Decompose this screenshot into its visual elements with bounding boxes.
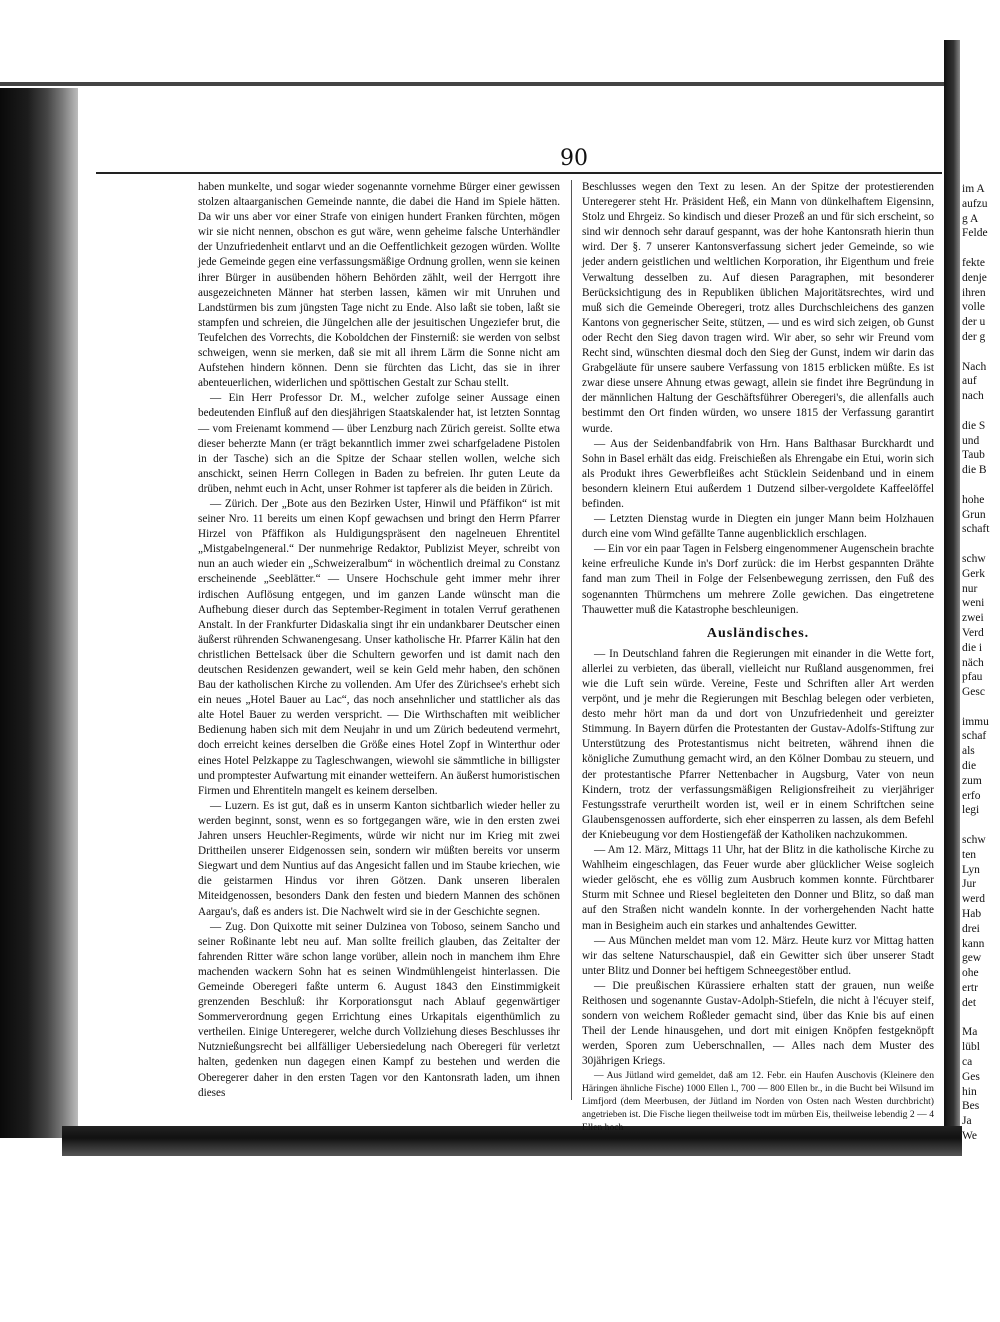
fragment-line: denje: [962, 271, 987, 284]
article-paragraph: — Luzern. Es ist gut, daß es in unserm Kanton sichtbarlich wieder heller zu werden beginnt, sonst, wenn es so fortgegangen wäre, wie in den ersten zwei Jahren unsers Heuchler-Regiments, würde wir nicht nur im Krieg mit zwei Drittheilen unserer Eidgenossen sein, sondern wir müßten bereits vor unserm Siegwart und dem Nuntius auf das Angesicht fallen und im Staube kriechen, wie die geistarmen Hindus vor ihren Götzen. Dank unseren liberalen Miteidgenossen, besonders Dank den festen und biedern Mannen des schönen Aargau's, daß es anders ist. Die Nachwelt wird sie in der Geschichte segnen.: [198, 799, 560, 918]
article-paragraph: — Aus der Seidenbandfabrik von Hrn. Hans Balthasar Burckhardt und Sohn in Basel erhält das eidg. Freischießen als Ehrengabe ein Etui, worin sich als Produkt ihres Gewerbfleißes acht Stücklein Seidenband und in einem besondern kleinern Etui außerdem 1 Dutzend silber-vergoldete Kaffeelöffel befinden.: [582, 437, 934, 510]
fragment-line: Lyn: [962, 863, 980, 876]
fragment-line: werd: [962, 893, 985, 906]
article-paragraph: — Zug. Don Quixotte mit seiner Dulzinea von Toboso, seinem Sancho und seiner Roßinante lebt neu auf. Man sollte freilich glauben, das Zeitalter der fahrenden Ritter wäre schon lange vorüber, allein noch in manchem ihm Ehre machenden wackern Sohn hat es seinen Windmühlengeist hinterlassen. Die Gemeinde Oberegeri faßte unterm 6. August 1843 den Einstimmigkeit grenzenden Beschluß: ihr Korporationsgut nach Ablauf gegenwärtiger Sommerverordnung gegen Errichtung eines Urkapitals eigenthümlich zu vertheilen. Einige Unteregerer, welche durch Vollziehung dieses Beschlusses ihr Nutznießungsrecht bei allfälliger Uebersiedelung nach Oberegeri für verletzt halten, gedenken nun dagegen einen Kampf zu bestehen und werden die Oberegerer daher in den ersten Tagen vor den Kantonsrath laden, um ihnen dieses: [198, 920, 560, 1099]
fragment-line: [962, 1011, 1000, 1026]
fragment-line: Jur: [962, 878, 977, 891]
fragment-line: [962, 700, 1000, 715]
fragment-line: die B: [962, 464, 987, 477]
header-rule: [96, 172, 942, 174]
article-paragraph: — Am 12. März, Mittags 11 Uhr, hat der Blitz in die katholische Kirche zu Wahlheim eingeschlagen, das Feuer wurde aber glücklicher Weise sogleich wieder gelöscht, ehe es völlig zum Ausbruch kommen konnte. Fürchtbarer Sturm mit Schnee und Riesel begleiteten den Donner und Blitz, so daß man auf den Straßen nicht wandeln konnte. In der vorhergehenden Nacht hatte man in Besigheim auch ein starkes und anhaltendes Gewitter.: [582, 844, 934, 932]
fragment-line: ohe: [962, 967, 979, 980]
fragment-line: [962, 241, 1000, 256]
fragment-line: die i: [962, 641, 983, 654]
fragment-line: ten: [962, 848, 977, 861]
fragment-line: Gerk: [962, 567, 985, 580]
fragment-line: nur: [962, 582, 978, 595]
footnote-paragraph: — Aus Jütland wird gemeldet, daß am 12. Febr. ein Haufen Auschovis (Kleinere den Häringen ähnliche Fische) 1000 Ellen l., 700 — 800 Ellen br., in die Bucht bei Wilsund im Limfjord (dem Meerbusen, der Jütland im Norden von Osten nach Westen durchbricht) angetrieben ist. Die Fische liegen theilweise todt im mürben Eis, theilweise lebendig 2 — 4 Ellen hoch: [582, 1070, 934, 1134]
fragment-line: die: [962, 760, 977, 773]
fragment-line: legi: [962, 804, 980, 817]
fragment-line: Taub: [962, 449, 985, 462]
fragment-line: [962, 345, 1000, 360]
fragment-line: ca: [962, 1056, 973, 1069]
fragment-line: [962, 404, 1000, 419]
fragment-line: Hab: [962, 908, 982, 921]
fragment-line: als: [962, 745, 975, 758]
article-paragraph: — Die preußischen Kürassiere erhalten statt der grauen, nun weiße Reithosen und sogenannte Gustav-Adolph-Stiefeln, die nicht à l'écuyer steif, sondern von weichem Roßleder gemacht sind, über das Knie bis auf einen Theil der Lende hinausgehen, und dort mit einigen Knöpfen festgeknöpft werden, Sporen zum Ueberschnallen, — Alles nach dem Muster des 30jährigen Kriegs.: [582, 979, 934, 1068]
fragment-line: hohe: [962, 493, 985, 506]
fragment-line: schw: [962, 552, 986, 565]
fragment-line: Felde: [962, 227, 988, 240]
fragment-line: volle: [962, 301, 985, 314]
fragment-line: We: [962, 1130, 978, 1142]
fragment-line: erfo: [962, 789, 981, 802]
article-paragraph: Beschlusses wegen den Text zu lesen. An der Spitze der protestierenden Unteregerer steht Hr. Präsident Heß, ein Mann von dünkelhaftem Eigensinn, Stolz und Ehrgeiz. So kindisch und dieser Prozeß an und für sich erscheint, so sind wir dennoch sehr darauf gespannt, was der hohe Kantonsrath hierin thun wird. Der §. 7 unserer Kantonsverfassung sichert jeder Gemeinde, so wie jeder andern geistlichen und weltlichen Korporation, ihr Eigenthum und freie Verwaltung desselben zu. Auf diesen Paragraphen, mit besonderer Berücksichtigung des in Republiken üblichen Majoritätsrechtes, wird und muß sich die Gemeinde Oberegeri, trotz alles Durchschleichens des ganzen Kantons von gegnerischer Seite, stützen, — und es wird sich zeigen, ob Gunst oder Recht den Sieg davon tragen wird. Wir aber, so sehr wir Freund vom Recht sind, wünschten diesmal doch den Sieg der Gunst, indem wir darin das Grabgeläute für unsere saubere Verfassung von 1815 erblicken müßte. Es ist zwar diese unsere Ahnung etwas gewagt, allein sie findet ihre Begründung in der männlichen Haltung der Geschäftsführer Oberegeri's, die allenfalls auch bestimmt den Ort finden würden, wo unsere 1815 der Verfassung garantirt wurde.: [582, 181, 934, 435]
fragment-line: gew: [962, 952, 982, 965]
fragment-line: Ja: [962, 1115, 972, 1128]
fragment-line: weni: [962, 597, 985, 610]
section-heading: Ausländisches.: [706, 625, 810, 641]
fragment-line: Ges: [962, 1070, 980, 1083]
middle-column: [582, 180, 934, 1134]
fragment-line: [962, 537, 1000, 552]
fragment-line: immu: [962, 715, 989, 728]
fragment-line: der g: [962, 330, 986, 343]
fragment-line: nach: [962, 390, 984, 403]
fragment-line: lübl: [962, 1041, 980, 1054]
fragment-line: Ma: [962, 1026, 978, 1039]
fragment-line: Verd: [962, 626, 984, 639]
article-paragraph: — Zürich. Der „Bote aus den Bezirken Uster, Hinwil und Pfäffikon“ ist mit seiner Nro. 11 bereits um einen Kopf gewachsen und bringt den Herrn Pfarrer Hirzel von Pfäffikon als Huldigungspräsent den nagelneuen Ehrentitel „Mistgabelngeneral.“ Der nunmehrige Redaktor, Publizist Meyer, schreibt von nun an auch wieder ein „Schweizeralbum“ in wöchentlich dreimal zu Constanz erscheinende „Seeblätter.“ — Unsere Hochschule geht immer mehr ihrer irdischen Auflösung entgegen, und im ganzen Lande wünscht man die Aufhebung dieser durch das September-Regiment in totalen Verruf gerathenen Anstalt. In der Frankfurter Didaskalia singt ihr ein undankbarer Deutscher einen äußerst rührenden Schwanengesang. Unser katholische Hr. Pfarrer Kälin hat den christlichen Bettelsack über die Schultern geworfen und ist damit nach den deutschen Residenzen gewandert, weil se kein Geld mehr haben, den schönen Bau der katholischen Kirche zu vollenden. Am Ufer des Zürichsee's erhebt sich ein neues „Hotel Bauer au Lac“, das noch ansehnlicher und stattlicher als das alte Hotel Bauer zu werden verspricht. — Die Wirthschaften mit weiblicher Bedienung haben sich mit dem Neujahr in und um Zürich bedeutend vermehrt, doch erreicht keines derselben die Größe eines Hotel Zopf in Winterthur oder eines Hotel Pelzkappe zu Tagleschwangen, wiewohl sie sämmtliche in billigster und promptester Aufwartung mit einander wetteifern. An äußerst humoristischen Firmen und Ehrentiteln mangelt es keinem derselben.: [198, 497, 560, 797]
fragment-line: die S: [962, 419, 986, 432]
fragment-line: der u: [962, 316, 986, 329]
fragment-line: zwei: [962, 612, 984, 625]
article-paragraph: — Letzten Dienstag wurde in Diegten ein junger Mann beim Holzhauen durch eine vom Wind gefällte Tanne augenblicklich erschlagen.: [582, 513, 934, 541]
fragment-line: im A: [962, 183, 985, 195]
fragment-line: fekte: [962, 256, 985, 269]
fragment-line: schaf: [962, 730, 987, 743]
left-column: [198, 180, 560, 1110]
fragment-line: drei: [962, 922, 980, 935]
fragment-line: und: [962, 434, 980, 447]
fragment-line: aufzu: [962, 197, 988, 210]
article-paragraph: — In Deutschland fahren die Regierungen mit einander in die Wette fort, allerlei zu verbieten, das überall, vielleicht nur Rußland ausgenommen, frei wie die Luft sein würde. Vereine, Feste und Schriften aller Art werden verpönt, und je mehr die Regierungen mit Beschlag belegen oder verbieten, desto mehr hört man da und dort von Unzufriedenheit und gereizter Stimmung. In Bayern dürfen die Protestanten der Gustav-Adolfs-Stiftung zur Unterstützung des Protestantismus nicht beitreten, während ihnen die königliche Zumuthung gemacht wird, an den Kölner Dombau zu steuern, und der protestantische Pfarrer Nettenbacher in Augsburg, Vater von neun Kindern, trotz der verfassungsmäßigen Religionsfreiheit zu vierjähriger Festungsstrafe verurtheilt worden ist, weil er in einem Schriftchen seine Glaubensgenossen aufforderte, sich eher einsperren zu lassen, als dem Befehl der Kniebeugung vor dem Hostiengefäß der Katholiken nachzukommen.: [582, 647, 934, 841]
article-paragraph: haben munkelte, und sogar wieder sogenannte vornehme Bürger einer gewissen stolzen altaarganischen Gemeinde nannte, die dabei die Hand im Spiele hätten. Da wir uns aber vor einer Strafe von einigen hundert Franken fürchten, mögen wir sie nicht nennen, obschon es gut wäre, wenn geheime falsche Unterhändler der Unzufriedenheit entlarvt und an die Oeffentlichkeit gezogen würden. Wollte jede Gemeinde gegen eine verfassungsmäßige Ordnung grollen, wenn sie keinen ihrer Bürger in ausübenden höhern Behörden zählt, weil der Herrgott ihre ausgezeichneten Männer hat sterben lassen, kämen wir mit Unruhen und Landstürmen bis zum jüngsten Tage nicht zu Ende. Also laßt sie toben, laßt sie stampfen und schreien, die Jüngelchen alle der jesuitischen Ungeziefer brut, die Teufelchen des Vorrechts, die Koboldchen der Finsterniß: sie werden von selbst schweigen, wenn sie merken, daß sie mit all ihrem Lärm die Sonne nicht am Aufstehen hindern können. Denn sie fürchten das Licht, das sie in ihrer abenteuerlichen, widerlichen und spöttischen Gestalt zur Schau stellt.: [198, 181, 560, 390]
fragment-line: ihren: [962, 286, 986, 299]
page-gutter-shadow: [944, 40, 960, 1150]
fragment-line: schw: [962, 834, 986, 847]
fragment-line: Grun: [962, 508, 986, 521]
page-number: 90: [560, 146, 588, 171]
column-divider: [571, 180, 572, 1100]
article-paragraph: — Ein Herr Professor Dr. M., welcher zufolge seiner Aussage einen bedeutenden Einfluß auf den diesjährigen Staatskalender hat, ist letzten Sonntag — vom Freienamt kommend — über Lenzburg nach Zürich gereist. Sollte etwa dieser beherzte Mann (er trägt bekanntlich immer zwei scharfgeladene Pistolen in der Tasche) sich an die Spitze der Schaar stellen wollen, welche sich anschickt, seinen Herrn Collegen in Baden zu befreien. Ihr guten Leute da drüben, nehmt euch in Acht, unser Rohmer ist tapferer als die beiden in Zürich.: [198, 392, 560, 495]
article-paragraph: — Aus München meldet man vom 12. März. Heute kurz vor Mittag hatten wir das seltene Naturschauspiel, daß ein Gewitter sich über unserer Stadt unter Blitz und Donner bei heftigem Schneegestöber entlud.: [582, 934, 934, 977]
scan-top-edge: [0, 82, 945, 86]
fragment-line: [962, 478, 1000, 493]
fragment-line: Bes: [962, 1100, 980, 1113]
fragment-line: auf: [962, 375, 977, 388]
fragment-line: g A: [962, 212, 979, 225]
fragment-line: ertr: [962, 982, 978, 995]
fragment-line: zum: [962, 774, 982, 787]
fragment-line: näch: [962, 656, 984, 669]
book-spine-shadow: [0, 88, 78, 1138]
fragment-line: schaft: [962, 523, 990, 536]
scan-top-margin: [0, 0, 1000, 86]
right-column-fragments: [962, 182, 1000, 1142]
fragment-line: [962, 818, 1000, 833]
fragment-line: pfau: [962, 671, 983, 684]
fragment-line: kann: [962, 937, 985, 950]
fragment-line: det: [962, 996, 977, 1009]
fragment-line: hin: [962, 1085, 977, 1098]
fragment-line: Nach: [962, 360, 987, 373]
article-paragraph: — Ein vor ein paar Tagen in Felsberg eingenommener Augenschein brachte keine erfreuliche Kunde in's Dorf zurück: die im Herbst gespannten Drähte fand man zum Theil in Folge der Felsenbewegung zerrissen, den Fuß des sogenannten Thürmchens um mehrere Zolle gewichen. Das eingetretene Thauwetter muß die Katastrophe beschleunigen.: [582, 543, 934, 616]
fragment-line: Gesc: [962, 686, 985, 699]
